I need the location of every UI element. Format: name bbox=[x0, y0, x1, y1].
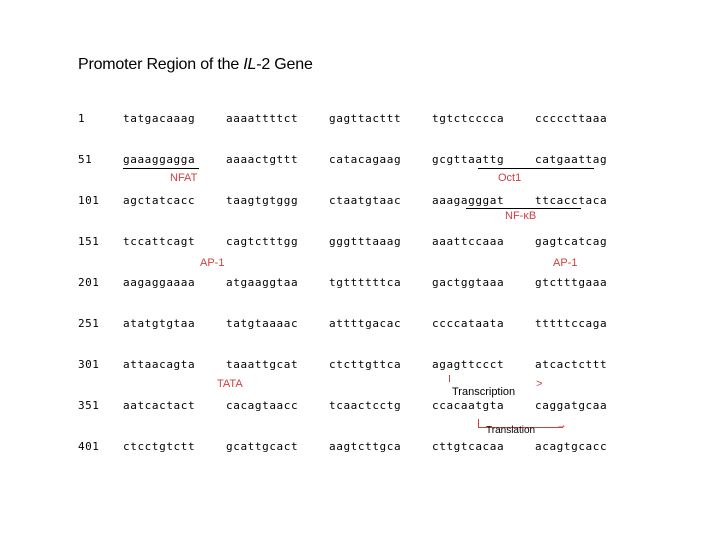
sequence-block: cacagtaacc bbox=[226, 399, 299, 412]
nfat-label: NFAT bbox=[170, 172, 198, 184]
oct1-label: Oct1 bbox=[498, 172, 522, 184]
translation-arrow-icon: → bbox=[556, 419, 567, 431]
sequence-block: tcaactcctg bbox=[329, 399, 402, 412]
ap1-left-label: AP-1 bbox=[200, 257, 225, 269]
sequence-row bbox=[0, 440, 720, 460]
sequence-block: ccccсttaaa bbox=[535, 112, 608, 125]
sequence-block: ctcttgttca bbox=[329, 358, 402, 371]
sequence-block: gactggtaaa bbox=[432, 276, 505, 289]
sequence-block: cagtctttgg bbox=[226, 235, 299, 248]
row-number: 51 bbox=[78, 153, 93, 166]
row-number: 151 bbox=[78, 235, 100, 248]
sequence-block: aagaggaaaa bbox=[123, 276, 196, 289]
sequence-block: aagtcttgca bbox=[329, 440, 402, 453]
sequence-block: ccccataata bbox=[432, 317, 505, 330]
sequence-block: atcactcttt bbox=[535, 358, 608, 371]
sequence-row bbox=[0, 153, 720, 173]
sequence-block: tgtctcccca bbox=[432, 112, 505, 125]
tata-label: TATA bbox=[217, 378, 243, 390]
sequence-block: attaacagta bbox=[123, 358, 196, 371]
sequence-block: aatcactact bbox=[123, 399, 196, 412]
sequence-block: gagtcatcag bbox=[535, 235, 608, 248]
sequence-block: catgaattag bbox=[535, 153, 608, 166]
sequence-row bbox=[0, 194, 720, 214]
sequence-block: gagttacttt bbox=[329, 112, 402, 125]
title-gene: IL bbox=[243, 56, 257, 73]
row-number: 301 bbox=[78, 358, 100, 371]
transcription-arrow-icon: > bbox=[536, 378, 543, 390]
nfkb-underline bbox=[466, 208, 581, 209]
sequence-block: catacagaag bbox=[329, 153, 402, 166]
sequence-block: taaattgcat bbox=[226, 358, 299, 371]
sequence-block: gcgttaattg bbox=[432, 153, 505, 166]
sequence-row bbox=[0, 317, 720, 337]
sequence-row bbox=[0, 358, 720, 378]
sequence-block: aaagagggat bbox=[432, 194, 505, 207]
sequence-row bbox=[0, 399, 720, 419]
sequence-block: agctatcacc bbox=[123, 194, 196, 207]
sequence-block: tgttttttca bbox=[329, 276, 402, 289]
sequence-block: cttgtcacaa bbox=[432, 440, 505, 453]
title-suffix: -2 Gene bbox=[256, 56, 313, 73]
sequence-row bbox=[0, 276, 720, 296]
transcription-bracket bbox=[449, 375, 450, 382]
sequence-block: ctcctgtctt bbox=[123, 440, 196, 453]
sequence-row bbox=[0, 112, 720, 132]
sequence-block: ccacaatgta bbox=[432, 399, 505, 412]
nfat-underline bbox=[123, 168, 199, 169]
sequence-row bbox=[0, 235, 720, 255]
sequence-block: taagtgtggg bbox=[226, 194, 299, 207]
ap1-right-label: AP-1 bbox=[553, 257, 578, 269]
page-title bbox=[78, 56, 313, 74]
row-number: 1 bbox=[78, 112, 86, 125]
sequence-block: gtctttgaaa bbox=[535, 276, 608, 289]
sequence-block: tttttccaga bbox=[535, 317, 608, 330]
sequence-block: aaaactgttt bbox=[226, 153, 299, 166]
nfkb-label: NF-κB bbox=[505, 210, 537, 222]
oct1-underline bbox=[478, 168, 594, 169]
sequence-block: gcattgcact bbox=[226, 440, 299, 453]
sequence-block: atatgtgtaa bbox=[123, 317, 196, 330]
row-number: 101 bbox=[78, 194, 100, 207]
title-prefix: Promoter Region of the bbox=[78, 56, 244, 73]
row-number: 251 bbox=[78, 317, 100, 330]
sequence-block: tatgacaaag bbox=[123, 112, 196, 125]
sequence-block: atgaaggtaa bbox=[226, 276, 299, 289]
sequence-block: ctaatgtaac bbox=[329, 194, 402, 207]
sequence-block: acagtgcacc bbox=[535, 440, 608, 453]
row-number: 401 bbox=[78, 440, 100, 453]
sequence-block: aaattccaaa bbox=[432, 235, 505, 248]
sequence-block: aaaattttct bbox=[226, 112, 299, 125]
sequence-block: tccattcagt bbox=[123, 235, 196, 248]
sequence-block: ttcacctaca bbox=[535, 194, 608, 207]
translation-label: Translation bbox=[486, 425, 536, 436]
sequence-block: gaaaggagga bbox=[123, 153, 196, 166]
sequence-block: gggtttaaag bbox=[329, 235, 402, 248]
transcription-label: Transcription bbox=[452, 386, 516, 398]
sequence-block: tatgtaaaac bbox=[226, 317, 299, 330]
row-number: 201 bbox=[78, 276, 100, 289]
sequence-block: agagttccct bbox=[432, 358, 505, 371]
sequence-block: caggatgcaa bbox=[535, 399, 608, 412]
sequence-block: attttgacac bbox=[329, 317, 402, 330]
row-number: 351 bbox=[78, 399, 100, 412]
